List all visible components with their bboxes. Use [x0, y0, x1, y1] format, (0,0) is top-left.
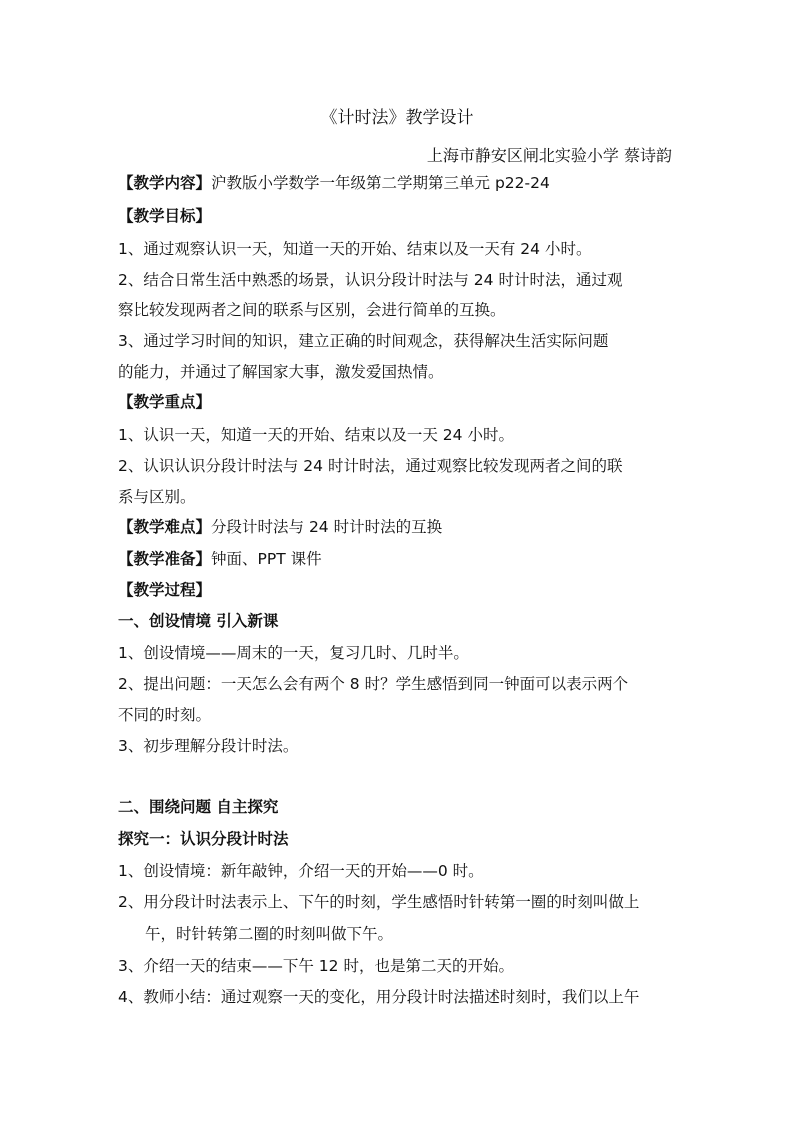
key-point-item-2-line-1: 2、认识认识分段计时法与 24 时计时法，通过观察比较发现两者之间的联 [118, 457, 623, 475]
objective-item-2-line-2: 察比较发现两者之间的联系与区别，会进行简单的互换。 [118, 301, 506, 319]
key-point-item-2-line-2: 系与区别。 [118, 488, 196, 506]
objective-item-3-line-2: 的能力，并通过了解国家大事，激发爱国热情。 [118, 363, 444, 381]
section-2-item-4: 4、教师小结：通过观察一天的变化，用分段计时法描述时刻时，我们以上午 [118, 988, 640, 1006]
objective-item-3-line-1: 3、通过学习时间的知识，建立正确的时间观念，获得解决生活实际问题 [118, 332, 609, 350]
section-2-item-3: 3、介绍一天的结束——下午 12 时，也是第二天的开始。 [118, 957, 514, 975]
section-2-heading: 二、围绕问题 自主探究 [118, 798, 279, 816]
objective-item-2-line-1: 2、结合日常生活中熟悉的场景，认识分段计时法与 24 时计时法，通过观 [118, 271, 623, 289]
section-1-item-2-line-2: 不同的时刻。 [118, 706, 212, 724]
difficulty-line [118, 517, 442, 537]
preparation-line [118, 549, 322, 569]
teaching-content-label: 【教学内容】 [118, 174, 212, 192]
preparation-label: 【教学准备】 [118, 550, 212, 568]
section-1-heading: 一、创设情境 引入新课 [118, 612, 279, 630]
section-2-item-1: 1、创设情境：新年敲钟，介绍一天的开始——0 时。 [118, 862, 484, 880]
section-1-item-1: 1、创设情境——周末的一天，复习几时、几时半。 [118, 644, 469, 662]
difficulty-label: 【教学难点】 [118, 518, 212, 536]
explore-1-heading: 探究一：认识分段计时法 [118, 830, 289, 848]
difficulty-text: 分段计时法与 24 时计时法的互换 [211, 518, 443, 536]
key-point-item-1: 1、认识一天，知道一天的开始、结束以及一天 24 小时。 [118, 426, 514, 444]
process-heading: 【教学过程】 [118, 581, 212, 599]
teaching-content-text: 沪教版小学数学一年级第二学期第三单元 p22-24 [211, 174, 550, 192]
section-1-item-3: 3、初步理解分段计时法。 [118, 737, 299, 755]
teaching-content-line [118, 173, 550, 193]
key-points-heading: 【教学重点】 [118, 393, 212, 411]
section-1-item-2-line-1: 2、提出问题：一天怎么会有两个 8 时？学生感悟到同一钟面可以表示两个 [118, 675, 629, 693]
document-title: 《计时法》教学设计 [320, 108, 474, 128]
section-2-item-2-line-2: 午，时针转第二圈的时刻叫做下午。 [145, 925, 394, 943]
objective-item-1: 1、通过观察认识一天，知道一天的开始、结束以及一天有 24 小时。 [118, 240, 592, 258]
author-line: 上海市静安区闸北实验小学 蔡诗韵 [426, 146, 672, 165]
section-2-item-2-line-1: 2、用分段计时法表示上、下午的时刻，学生感悟时针转第一圈的时刻叫做上 [118, 893, 640, 911]
objectives-heading: 【教学目标】 [118, 207, 212, 225]
preparation-text: 钟面、PPT 课件 [211, 550, 322, 568]
